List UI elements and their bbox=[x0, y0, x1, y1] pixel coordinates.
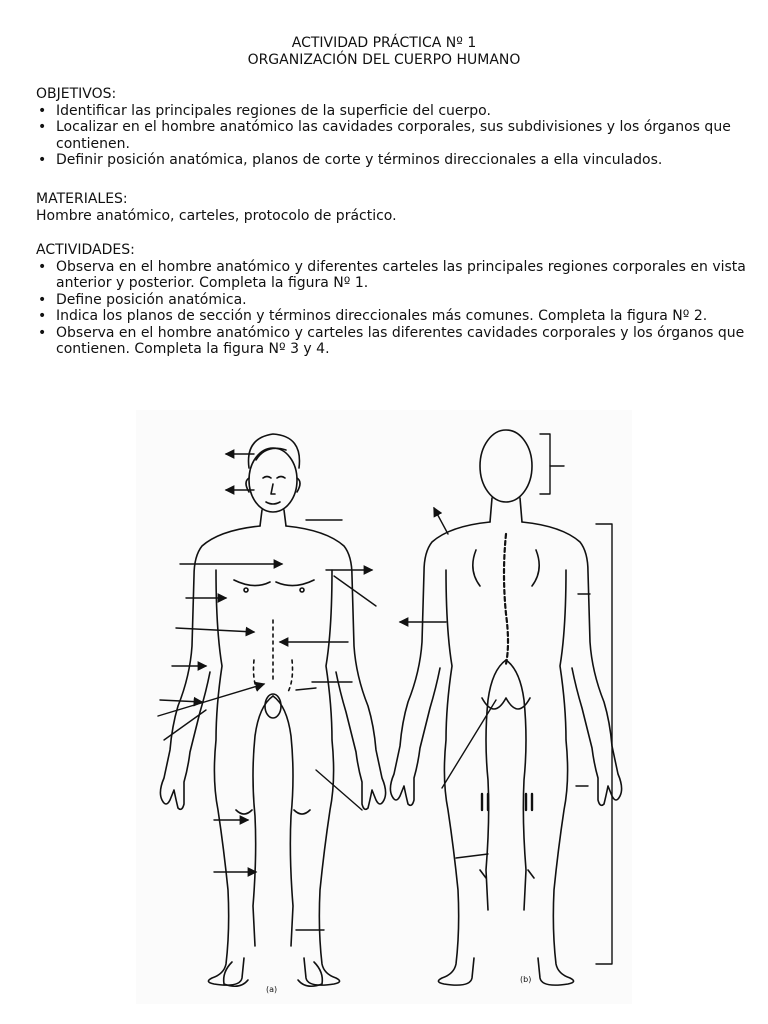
document-title: ACTIVIDAD PRÁCTICA Nº 1 bbox=[291, 35, 477, 51]
list-item: • Define posición anatómica. bbox=[36, 292, 748, 309]
anterior-arrows bbox=[158, 454, 376, 930]
posterior-body-outline bbox=[390, 430, 621, 985]
actividades-heading: ACTIVIDADES: bbox=[36, 242, 135, 258]
objetivos-section bbox=[36, 86, 748, 169]
materiales-text: Hombre anatómico, carteles, protocolo de práctico. bbox=[36, 207, 397, 224]
list-item: • Observa en el hombre anatómico y diferentes carteles las principales regiones corporales en vista anterior y posterior. Completa la figura Nº 1. bbox=[36, 259, 748, 292]
materiales-section bbox=[36, 191, 748, 224]
body-regions-figure bbox=[136, 410, 632, 1004]
list-item: • Localizar en el hombre anatómico las cavidades corporales, sus subdivisiones y los órganos que contienen. bbox=[36, 119, 748, 152]
figure-label-posterior: (b) bbox=[520, 975, 532, 984]
list-item: • Observa en el hombre anatómico y carteles las diferentes cavidades corporales y los órganos que contienen. Completa la figura Nº 3 y 4. bbox=[36, 325, 748, 358]
document-subtitle: ORGANIZACIÓN DEL CUERPO HUMANO bbox=[247, 52, 521, 68]
anterior-body-outline bbox=[160, 434, 385, 986]
figure-label-anterior: (a) bbox=[266, 985, 278, 994]
materiales-heading: MATERIALES: bbox=[36, 191, 128, 207]
actividades-section bbox=[36, 242, 748, 358]
list-item: • Identificar las principales regiones de la superficie del cuerpo. bbox=[36, 103, 748, 120]
list-item: • Indica los planos de sección y términos direccionales más comunes. Completa la figura Nº 2. bbox=[36, 308, 748, 325]
actividades-list bbox=[36, 259, 748, 358]
list-item: • Definir posición anatómica, planos de corte y términos direccionales a ella vinculados. bbox=[36, 152, 748, 169]
objetivos-list bbox=[36, 103, 748, 169]
objetivos-heading: OBJETIVOS: bbox=[36, 86, 117, 102]
